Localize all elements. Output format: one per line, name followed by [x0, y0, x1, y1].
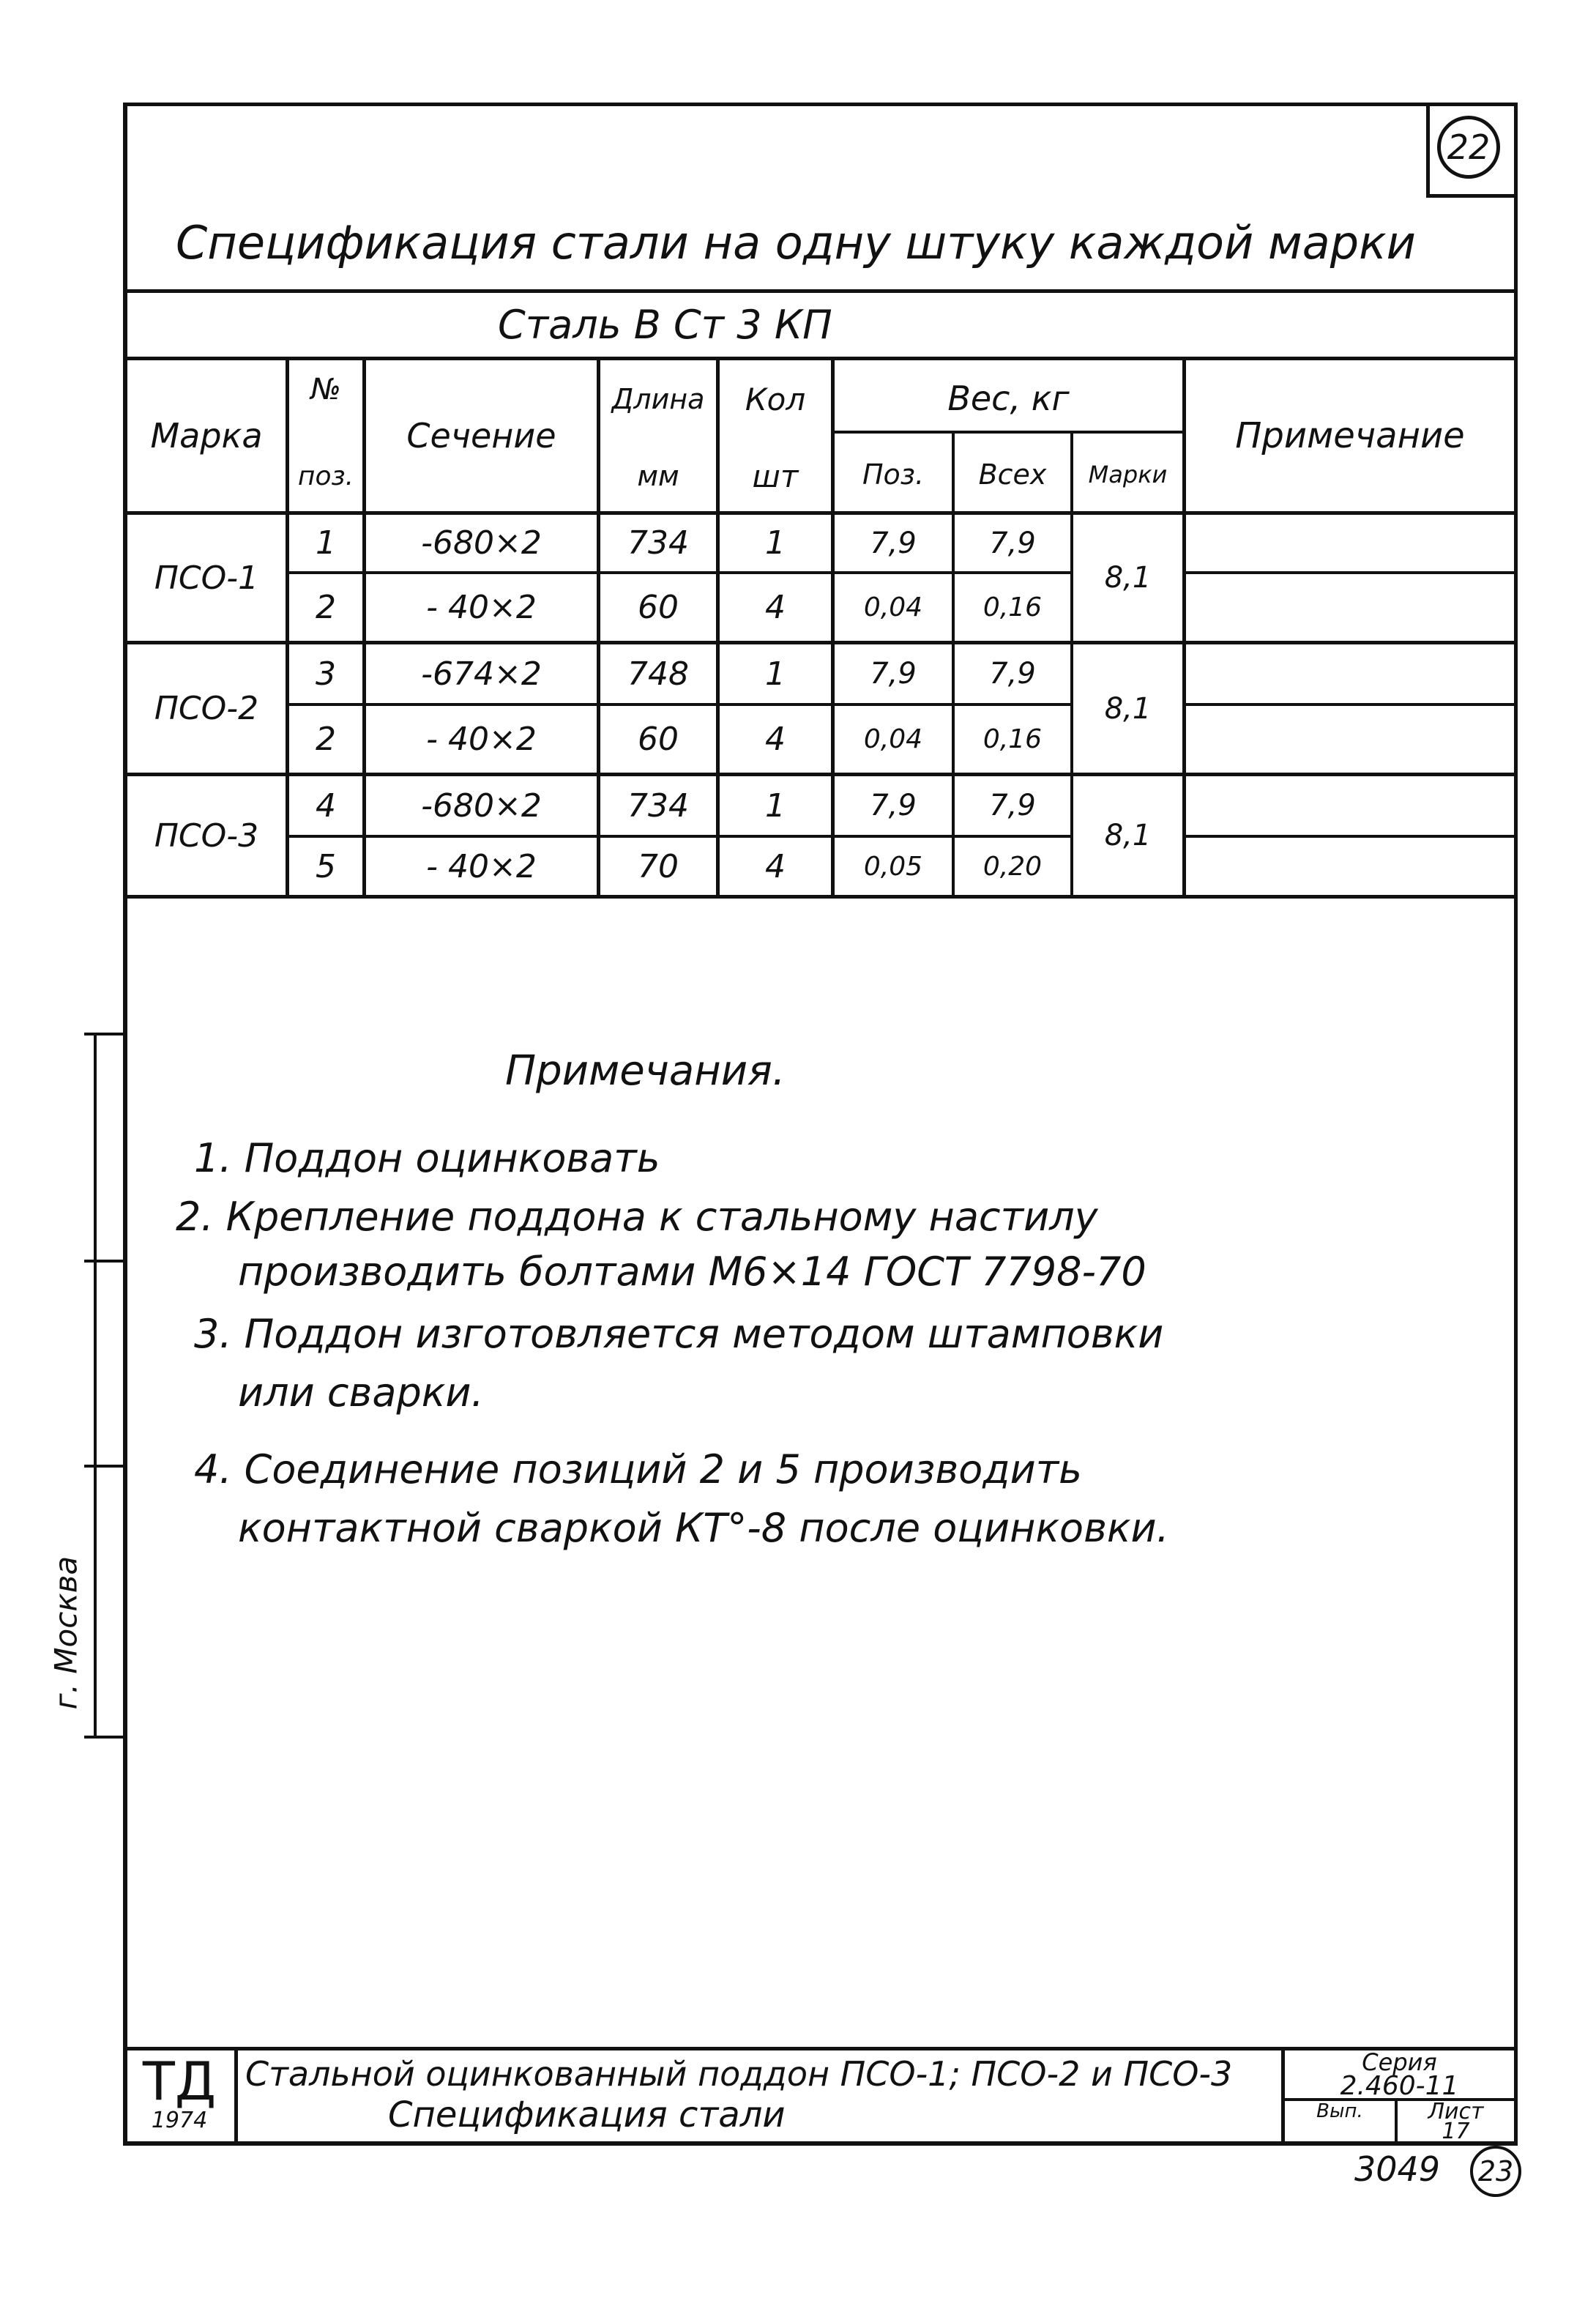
row-length: 70 — [638, 847, 679, 885]
note-4b: контактной сваркой КТ°-8 после оцинковки. — [238, 1505, 1169, 1551]
header-weight: Вес, кг — [947, 379, 1070, 418]
row-section: - 40×2 — [426, 589, 537, 626]
margin-city: г. Москва — [48, 1555, 84, 1710]
header-poz-bottom: поз. — [297, 461, 354, 491]
sheet-number-circle: 22 — [1437, 116, 1500, 179]
row-line — [1186, 571, 1514, 574]
archive-number: 3049 — [1354, 2149, 1441, 2189]
row-length: 748 — [627, 655, 689, 693]
steel-grade: Сталь В Ст 3 КП — [498, 302, 832, 348]
row-qty: 4 — [765, 589, 786, 626]
frame-right — [1514, 103, 1518, 2146]
series-label: Серия — [1362, 2048, 1437, 2076]
row-line — [1186, 703, 1514, 706]
row-w-all: 0,20 — [982, 851, 1043, 882]
row-length: 734 — [627, 524, 689, 562]
header-qty-bottom: шт — [752, 458, 799, 494]
margin-tick — [84, 1260, 124, 1263]
row-length: 60 — [638, 721, 679, 758]
header-poz-top: № — [310, 373, 341, 406]
row-poz: 2 — [316, 589, 336, 626]
mark-pso-3: ПСО-3 — [154, 817, 259, 855]
row-poz: 1 — [316, 524, 336, 562]
series-value: 2.460-11 — [1340, 2071, 1459, 2101]
header-length-top: Длина — [611, 383, 705, 415]
margin-tick — [84, 1736, 124, 1739]
mark-weight: 8,1 — [1104, 691, 1152, 726]
header-qty-top: Кол — [745, 381, 806, 417]
header-note: Примечание — [1235, 415, 1465, 456]
row-poz: 3 — [316, 655, 336, 693]
row-qty: 1 — [765, 524, 786, 562]
row-poz: 4 — [316, 787, 336, 825]
row-w-poz: 0,05 — [863, 851, 923, 882]
row-w-all: 7,9 — [989, 789, 1036, 822]
frame-bottom — [123, 2141, 1518, 2146]
row-w-poz: 0,04 — [863, 592, 923, 622]
row-w-all: 7,9 — [989, 657, 1036, 691]
margin-tick — [84, 1033, 124, 1035]
note-2a: 2. Крепление поддона к стальному настилу — [176, 1194, 1098, 1240]
stamp-line — [234, 2047, 238, 2142]
mark-weight: 8,1 — [1104, 561, 1152, 595]
note-4a: 4. Соединение позиций 2 и 5 производить — [194, 1446, 1082, 1492]
stamp-title-2: Спецификация стали — [388, 2094, 786, 2135]
header-sechenie: Сечение — [406, 416, 556, 456]
row-w-poz: 7,9 — [870, 526, 917, 560]
row-section: -680×2 — [421, 524, 542, 562]
row-qty: 1 — [765, 787, 786, 825]
weight-header-line — [831, 431, 1186, 434]
vyp-label: Вып. — [1316, 2100, 1363, 2122]
row-section: -680×2 — [421, 787, 542, 825]
mark-weight: 8,1 — [1104, 819, 1152, 852]
td-logo: ТД — [142, 2050, 217, 2112]
row-length: 734 — [627, 787, 689, 825]
note-3a: 3. Поддон изготовляется методом штамповки — [194, 1311, 1164, 1357]
header-w-mark: Марки — [1088, 461, 1168, 488]
header-w-all: Всех — [978, 458, 1047, 491]
margin-bracket — [94, 1033, 97, 1736]
row-qty: 4 — [765, 721, 786, 758]
row-section: - 40×2 — [426, 847, 537, 885]
header-length-bottom: мм — [637, 460, 679, 492]
stamp-title-1: Стальной оцинкованный поддон ПСО-1; ПСО-2 и ПСО-3 — [245, 2054, 1233, 2094]
stamp-year: 1974 — [151, 2108, 208, 2133]
row-w-all: 0,16 — [982, 592, 1043, 622]
notes-heading: Примечания. — [505, 1047, 786, 1095]
row-section: -674×2 — [421, 655, 542, 693]
note-2b: производить болтами М6×14 ГОСТ 7798-70 — [238, 1249, 1146, 1295]
list-value: 17 — [1442, 2119, 1470, 2144]
row-poz: 5 — [316, 847, 336, 885]
note-1: 1. Поддон оцинковать — [194, 1135, 660, 1181]
mark-pso-2: ПСО-2 — [154, 690, 259, 727]
frame-top — [123, 103, 1518, 106]
row-qty: 4 — [765, 847, 786, 885]
title-underline — [123, 289, 1518, 293]
row-line — [1186, 835, 1514, 838]
note-3b: или сварки. — [238, 1369, 484, 1416]
margin-tick — [84, 1465, 124, 1468]
page-title: Спецификация стали на одну штуку каждой марки — [176, 216, 1416, 269]
row-w-all: 0,16 — [982, 724, 1043, 754]
row-w-poz: 0,04 — [863, 724, 923, 754]
table-bottom-line — [123, 895, 1518, 899]
mark-pso-1: ПСО-1 — [154, 559, 259, 597]
row-length: 60 — [638, 589, 679, 626]
row-w-poz: 7,9 — [870, 657, 917, 691]
header-w-poz: Поз. — [862, 458, 925, 491]
bottom-circle-number: 23 — [1470, 2146, 1521, 2197]
row-qty: 1 — [765, 655, 786, 693]
row-section: - 40×2 — [426, 721, 537, 758]
row-w-poz: 7,9 — [870, 789, 917, 822]
row-w-all: 7,9 — [989, 526, 1036, 560]
list-label: Лист — [1428, 2099, 1484, 2124]
header-marka: Марка — [150, 416, 263, 456]
row-poz: 2 — [316, 721, 336, 758]
